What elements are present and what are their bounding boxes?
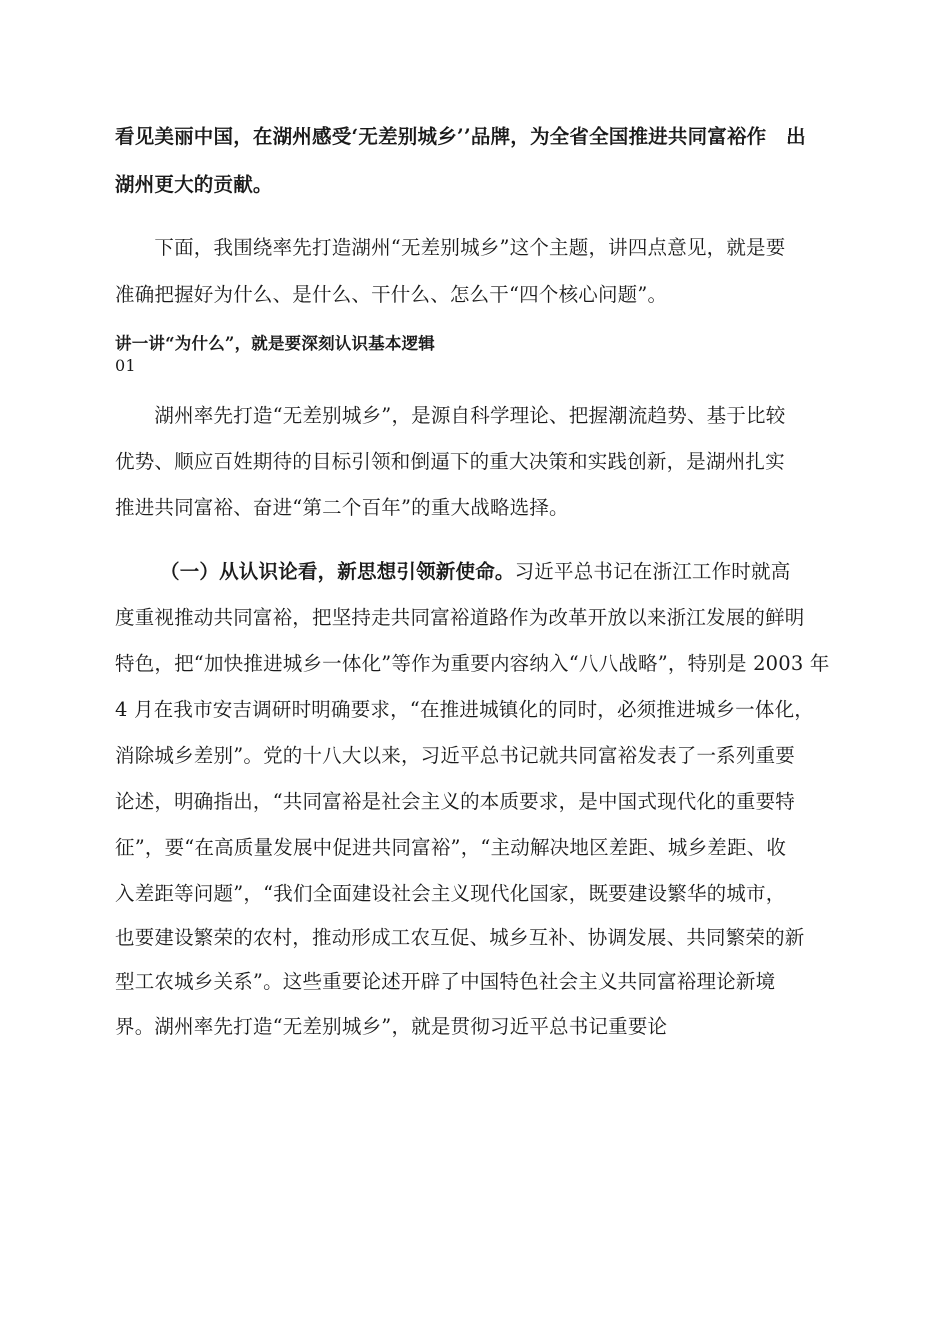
point-one-first-line-rest: 习近平总书记在浙江工作时就高 (514, 560, 791, 583)
section-heading: 讲一讲“为什么”，就是要深刻认识基本逻辑 (115, 334, 435, 353)
section-intro-line-3: 推进共同富裕、奋进“第二个百年”的重大战略选择。 (115, 496, 569, 519)
point-one-line-8: 入差距等问题”，“我们全面建设社会主义现代化国家，既要建设繁华的城市， (115, 882, 786, 905)
point-one-line-6: 论述，明确指出，“共同富裕是社会主义的本质要求，是中国式现代化的重要特 (115, 790, 795, 813)
section-number: 01 (115, 356, 136, 375)
point-one-line-9: 也要建设繁荣的农村，推动形成工农互促、城乡互补、协调发展、共同繁荣的新 (115, 926, 805, 949)
intro-line-1: 看见美丽中国，在湖州感受‘无差别城乡’’品牌，为全省全国推进共同富裕作 出 (115, 125, 806, 148)
point-one-line-4: 4 月在我市安吉调研时明确要求，“在推进城镇化的同时，必须推进城乡一体化， (115, 698, 814, 721)
point-one-line-3: 特色，把“加快推进城乡一体化”等作为重要内容纳入“八八战略”，特别是 2003 年 (115, 652, 830, 675)
point-one-line-11: 界。湖州率先打造“无差别城乡”，就是贯彻习近平总书记重要论 (115, 1015, 668, 1038)
outline-line-1: 下面，我围绕率先打造湖州“无差别城乡”这个主题，讲四点意见，就是要 (115, 236, 786, 259)
section-intro-line-2: 优势、顺应百姓期待的目标引领和倒逼下的重大决策和实践创新，是湖州扎实 (115, 450, 785, 473)
section-intro-line-1: 湖州率先打造“无差别城乡”，是源自科学理论、把握潮流趋势、基于比较 (115, 404, 786, 427)
point-one-first-line (160, 560, 790, 584)
point-one-line-7: 征”，要“在高质量发展中促进共同富裕”，“主动解决地区差距、城乡差距、收 (115, 836, 787, 859)
point-one-line-5: 消除城乡差别”。党的十八大以来，习近平总书记就共同富裕发表了一系列重要 (115, 744, 795, 767)
point-one-lead: （一）从认识论看，新思想引领新使命。 (160, 560, 515, 583)
intro-line-2: 湖州更大的贡献。 (115, 173, 273, 196)
outline-line-2: 准确把握好为什么、是什么、干什么、怎么干“四个核心问题”。 (115, 283, 668, 306)
point-one-line-2: 度重视推动共同富裕，把坚持走共同富裕道路作为改革开放以来浙江发展的鲜明 (115, 606, 805, 629)
point-one-line-10: 型工农城乡关系”。这些重要论述开辟了中国特色社会主义共同富裕理论新境 (115, 970, 776, 993)
